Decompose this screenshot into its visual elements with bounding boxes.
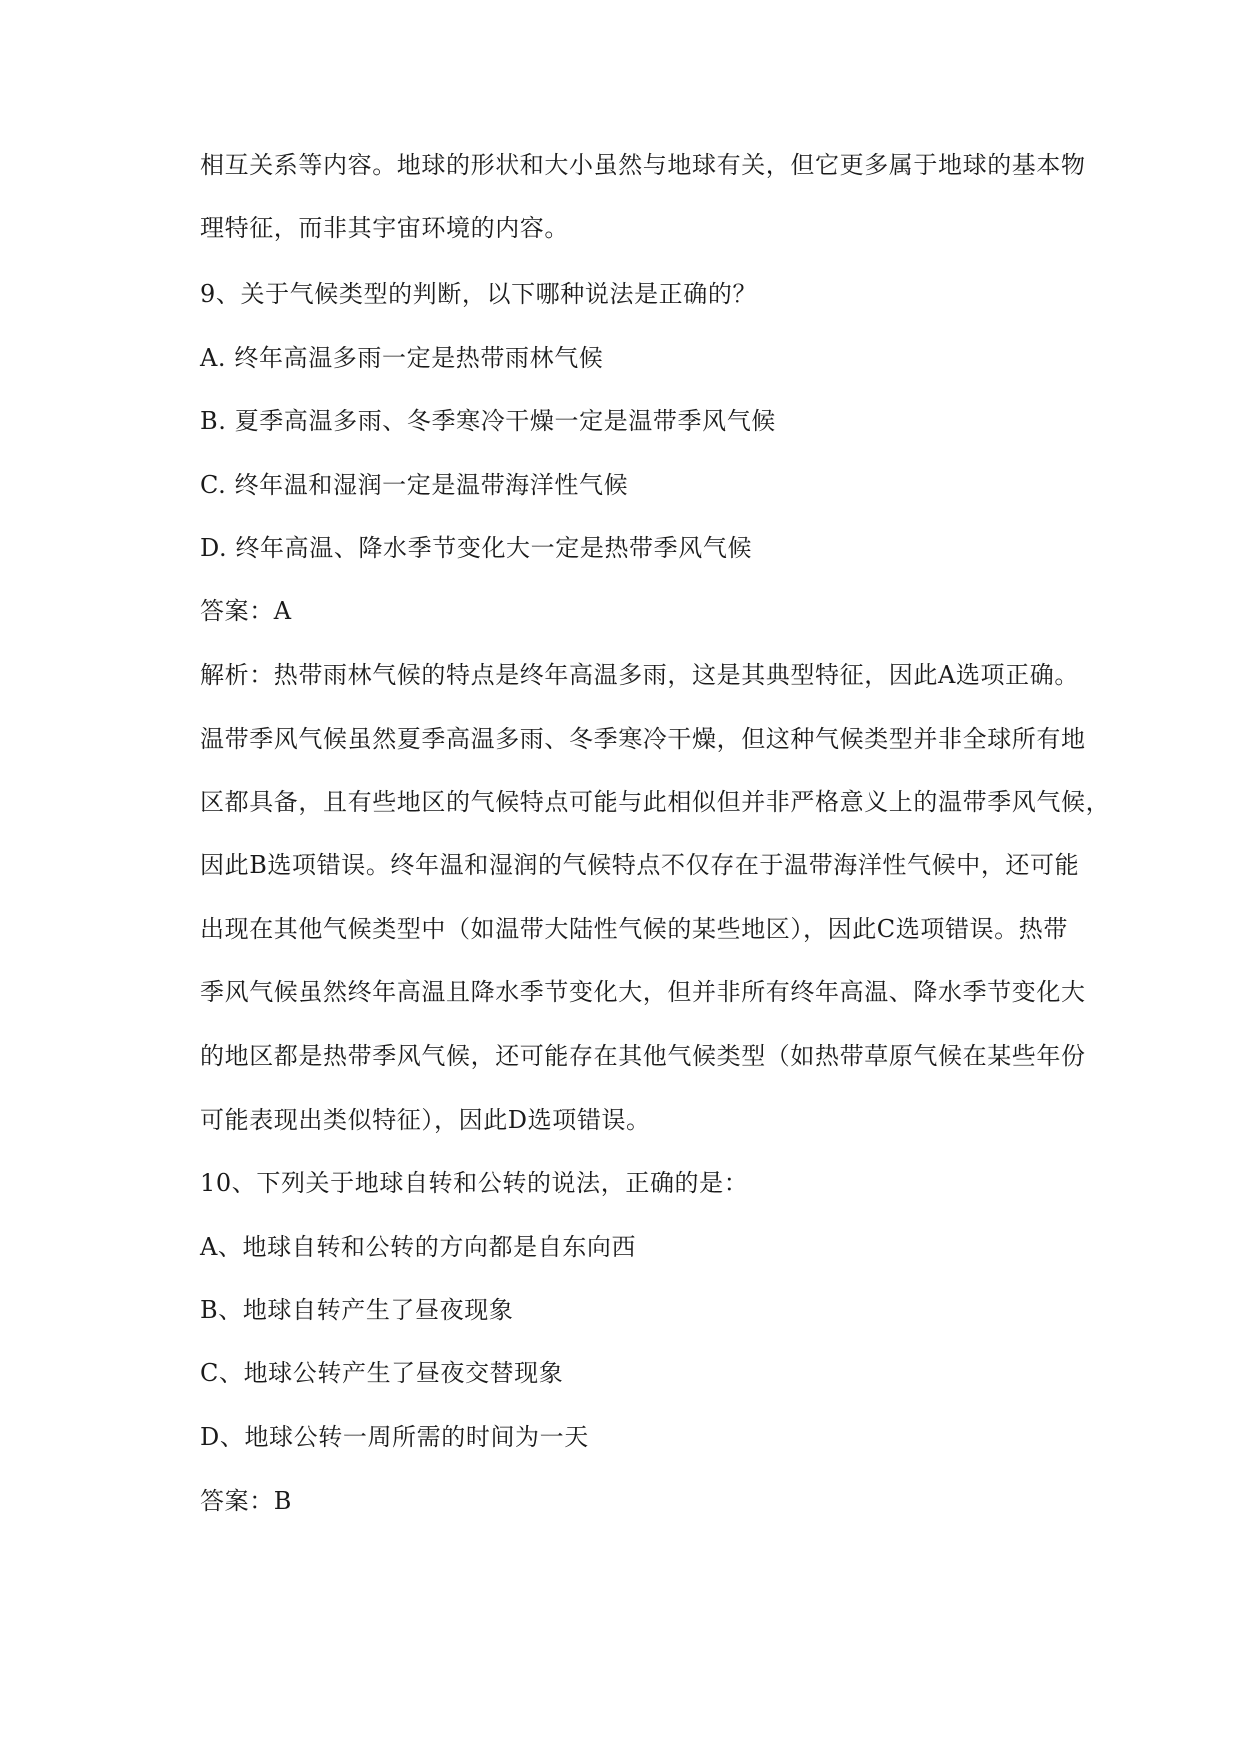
q9-analysis-line-6: 季风气候虽然终年高温且降水季节变化大，但并非所有终年高温、降水季节变化大 [200,978,1086,1006]
q9-analysis-line-7: 的地区都是热带季风气候，还可能存在其他气候类型（如热带草原气候在某些年份 [200,1042,1086,1070]
q10-option-d: D、地球公转一周所需的时间为一天 [200,1423,589,1451]
q9-option-c: C. 终年温和湿润一定是温带海洋性气候 [200,471,629,499]
q9-option-d: D. 终年高温、降水季节变化大一定是热带季风气候 [200,534,753,562]
intro-line-1: 相互关系等内容。地球的形状和大小虽然与地球有关，但它更多属于地球的基本物 [200,151,1086,179]
intro-line-2: 理特征，而非其宇宙环境的内容。 [200,214,569,242]
q9-answer: 答案：A [200,597,292,625]
q9-analysis-line-1: 解析：热带雨林气候的特点是终年高温多雨，这是其典型特征，因此A选项正确。 [200,661,1079,689]
q10-option-a: A、地球自转和公转的方向都是自东向西 [200,1233,637,1261]
q10-option-b: B、地球自转产生了昼夜现象 [200,1296,514,1324]
question-10: 10、下列关于地球自转和公转的说法，正确的是： [200,1169,749,1197]
q9-analysis-line-5: 出现在其他气候类型中（如温带大陆性气候的某些地区），因此C选项错误。热带 [200,915,1068,943]
q9-analysis-line-3: 区都具备，且有些地区的气候特点可能与此相似但并非严格意义上的温带季风气候， [200,788,1111,816]
q9-analysis-line-4: 因此B选项错误。终年温和湿润的气候特点不仅存在于温带海洋性气候中，还可能 [200,851,1080,879]
q9-option-a: A. 终年高温多雨一定是热带雨林气候 [200,344,604,372]
q10-answer: 答案：B [200,1487,293,1515]
question-9: 9、关于气候类型的判断，以下哪种说法是正确的？ [200,280,758,308]
q9-option-b: B. 夏季高温多雨、冬季寒冷干燥一定是温带季风气候 [200,407,776,435]
q10-option-c: C、地球公转产生了昼夜交替现象 [200,1359,564,1387]
q9-analysis-line-8: 可能表现出类似特征），因此D选项错误。 [200,1106,651,1134]
q9-analysis-line-2: 温带季风气候虽然夏季高温多雨、冬季寒冷干燥，但这种气候类型并非全球所有地 [200,725,1086,753]
